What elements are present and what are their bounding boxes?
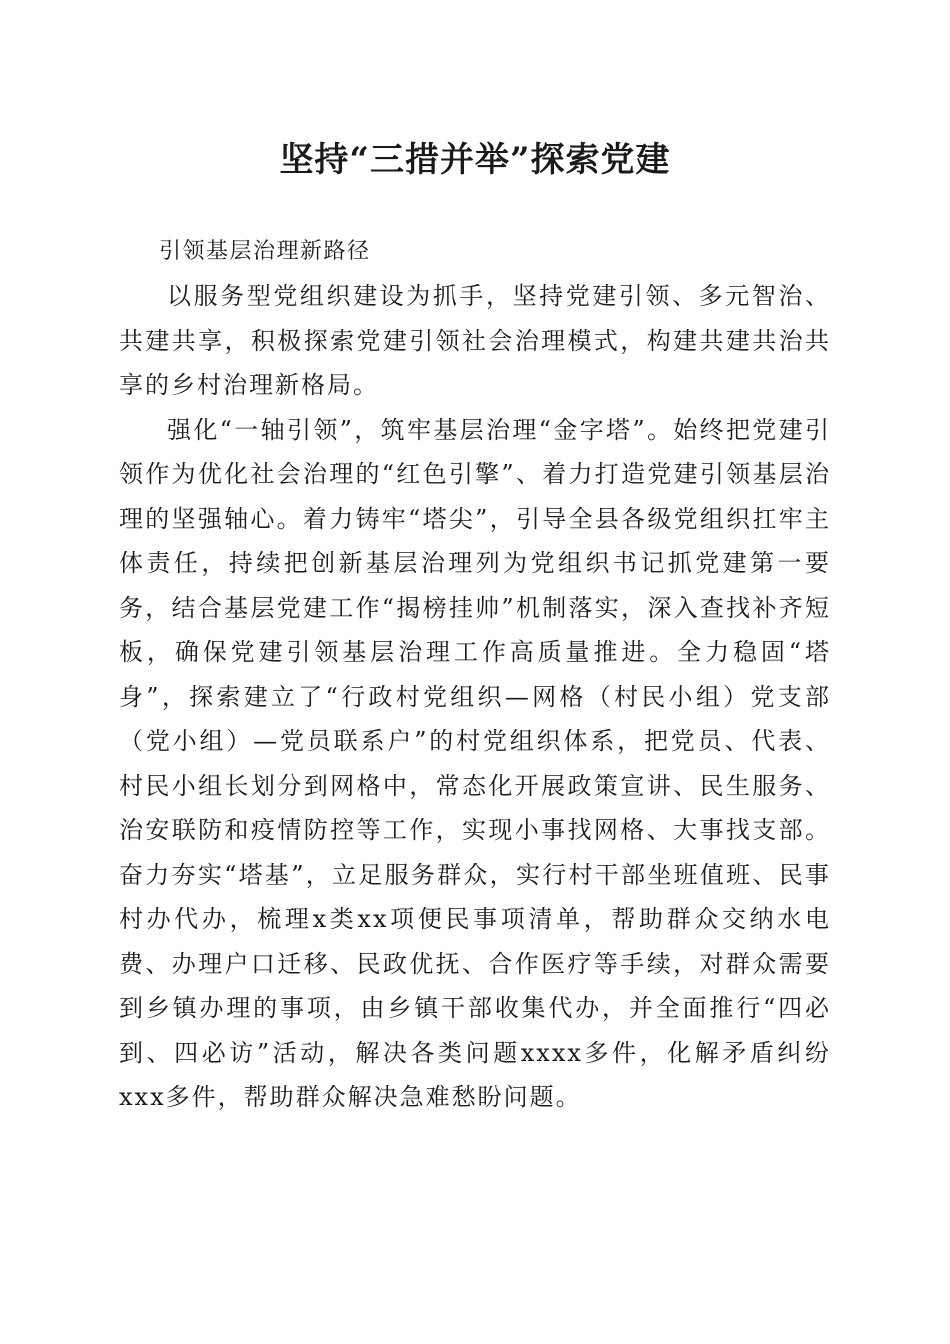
document-subtitle: 引领基层治理新路径 [159, 239, 371, 264]
document-body [119, 230, 831, 1120]
document-title: 坚持“三措并举”探索党建 [279, 140, 671, 180]
paragraph-one-axis: 强化“一轴引领”，筑牢基层治理“金字塔”。始终把党建引领作为优化社会治理的“红色引擎”、着力打造党建引领基层治理的坚强轴心。着力铸牢“塔尖”，引导全县各级党组织扛牢主体责任，持续把创新基层治理列为党组织书记抓党建第一要务，结合基层党建工作“揭榜挂帅”机制落实，深入查找补齐短板，确保党建引领基层治理工作高质量推进。全力稳固“塔身”，探索建立了“行政村党组织—网格（村民小组）党支部（党小组）—党员联系户”的村党组织体系，把党员、代表、村民小组长划分到网格中，常态化开展政策宣讲、民生服务、治安联防和疫情防控等工作，实现小事找网格、大事找支部。奋力夯实“塔基”，立足服务群众，实行村干部坐班值班、民事村办代办，梳理x类xx项便民事项清单，帮助群众交纳水电费、办理户口迁移、民政优抚、合作医疗等手续，对群众需要到乡镇办理的事项，由乡镇干部收集代办，并全面推行“四必到、四必访”活动，解决各类问题xxxx多件，化解矛盾纠纷xxx多件，帮助群众解决急难愁盼问题。 [119, 415, 831, 1111]
paragraph-intro: 以服务型党组织建设为抓手，坚持党建引领、多元智治、共建共享，积极探索党建引领社会治理模式，构建共建共治共享的乡村治理新格局。 [119, 282, 831, 399]
